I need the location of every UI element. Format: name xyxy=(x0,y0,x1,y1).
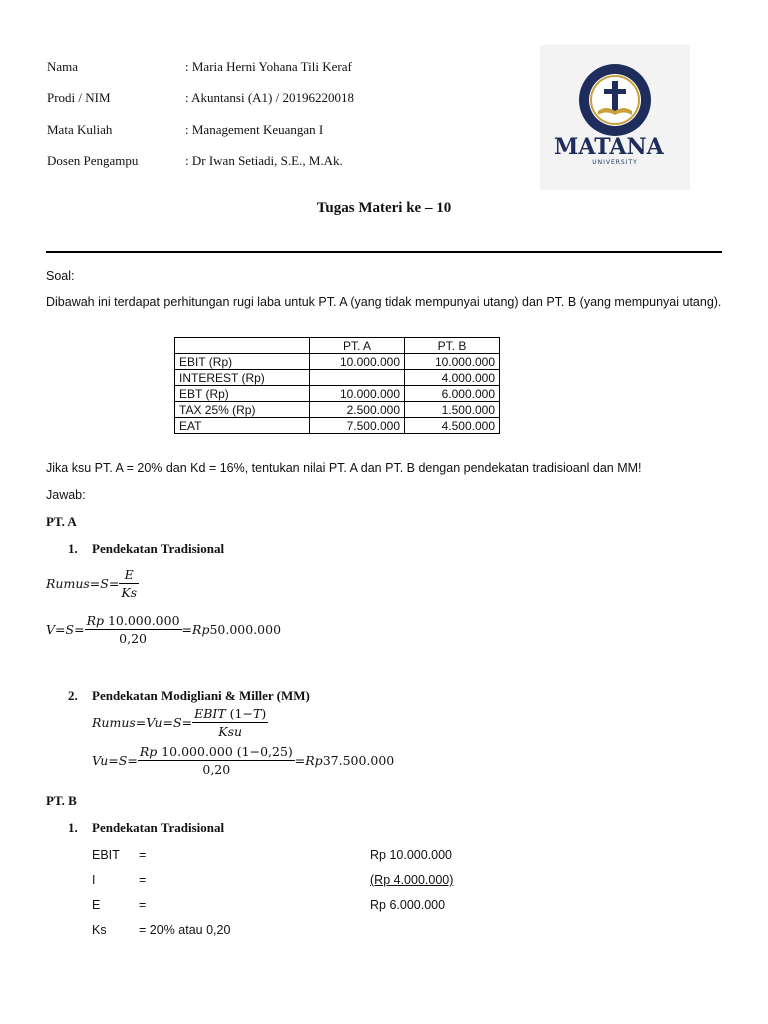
table-row xyxy=(175,386,500,402)
soal-label: Soal: xyxy=(46,269,75,283)
value-dosen: : Dr Iwan Setiadi, S.E., M.Ak. xyxy=(185,153,343,168)
table-cell: 6.000.000 xyxy=(405,386,500,402)
pt-b-heading: PT. B xyxy=(46,793,77,808)
header-divider xyxy=(46,251,722,253)
line-value: Rp 6.000.000 xyxy=(370,898,446,912)
formula-vu-mm: Vu = S = $\frac{Rp 10.000.000 (1-0,25)}{0,20}$ = Rp 37.500.000 xyxy=(92,744,395,777)
income-table xyxy=(174,337,500,434)
page-title: Tugas Materi ke – 10 xyxy=(316,200,452,216)
line-value: Rp 10.000.000 xyxy=(370,848,453,862)
formula-v-traditional: V = S = $\frac{Rp 10.000.000}{0,20}$ = Rp 50.000.000 xyxy=(46,613,282,646)
table-cell: EBIT (Rp) xyxy=(175,354,310,370)
table-cell: EBT (Rp) xyxy=(175,386,310,402)
table-cell: 4.500.000 xyxy=(405,418,500,434)
label-prodi-nim: Prodi / NIM xyxy=(47,90,111,105)
label-nama: Nama xyxy=(47,59,79,74)
table-header-cell: PT. A xyxy=(310,338,405,354)
table-cell xyxy=(310,370,405,386)
university-logo xyxy=(540,45,690,190)
line-eq: = 20% atau 0,20 xyxy=(139,923,231,937)
table-cell: 10.000.000 xyxy=(405,354,500,370)
table-row xyxy=(175,402,500,418)
formula-rumus-traditional: Rumus = S = $\frac{E}{Ks}$ xyxy=(46,567,138,600)
line-eq: = xyxy=(139,873,147,887)
line-label: EBIT xyxy=(92,848,120,862)
value-mata-kuliah: : Management Keuangan I xyxy=(185,122,324,137)
line-label: Ks xyxy=(92,923,107,937)
table-cell: EAT xyxy=(175,418,310,434)
logo-subtitle: UNIVERSITY xyxy=(592,159,638,166)
table-row xyxy=(175,418,500,434)
pt-b-trad-title: Pendekatan Tradisional xyxy=(92,820,225,835)
label-mata-kuliah: Mata Kuliah xyxy=(47,122,113,137)
value-nama: : Maria Herni Yohana Tili Keraf xyxy=(185,59,352,74)
table-cell: 10.000.000 xyxy=(310,386,405,402)
pt-a-mm-title: Pendekatan Modigliani & Miller (MM) xyxy=(92,688,310,703)
line-eq: = xyxy=(139,898,147,912)
value-prodi-nim: : Akuntansi (A1) / 20196220018 xyxy=(185,90,354,105)
pt-a-trad-title: Pendekatan Tradisional xyxy=(92,541,225,556)
table-cell: 7.500.000 xyxy=(310,418,405,434)
table-cell: TAX 25% (Rp) xyxy=(175,402,310,418)
label-dosen: Dosen Pengampu xyxy=(47,153,139,168)
logo-wordmark: MATANA xyxy=(554,134,664,160)
table-cell: 4.000.000 xyxy=(405,370,500,386)
table-header-cell: PT. B xyxy=(405,338,500,354)
line-label: E xyxy=(92,898,101,912)
pt-a-trad-number: 1. xyxy=(68,541,78,556)
table-row xyxy=(175,370,500,386)
table-cell: 1.500.000 xyxy=(405,402,500,418)
jawab-label: Jawab: xyxy=(46,488,86,502)
table-header-row xyxy=(175,338,500,354)
table-row xyxy=(175,354,500,370)
line-eq: = xyxy=(139,848,147,862)
line-label: I xyxy=(92,873,96,887)
formula-rumus-mm: Rumus = Vu = S = $\frac{\text{EBIT (1−T)}}{\text{Ksu}}$ xyxy=(92,706,267,739)
pt-a-heading: PT. A xyxy=(46,514,77,529)
pt-b-trad-number: 1. xyxy=(68,820,78,835)
question-text: Jika ksu PT. A = 20% dan Kd = 16%, tentukan nilai PT. A dan PT. B dengan pendekatan tradisioanl dan MM! xyxy=(46,461,642,475)
matana-seal-icon xyxy=(540,45,690,190)
table-cell: 2.500.000 xyxy=(310,402,405,418)
table-cell: INTEREST (Rp) xyxy=(175,370,310,386)
line-value: (Rp 4.000.000) xyxy=(370,873,454,887)
table-cell: 10.000.000 xyxy=(310,354,405,370)
table-header-cell xyxy=(175,338,310,354)
pt-a-mm-number: 2. xyxy=(68,688,78,703)
intro-paragraph: Dibawah ini terdapat perhitungan rugi laba untuk PT. A (yang tidak mempunyai utang) dan PT. B (yang mempunyai utang). xyxy=(46,295,722,309)
